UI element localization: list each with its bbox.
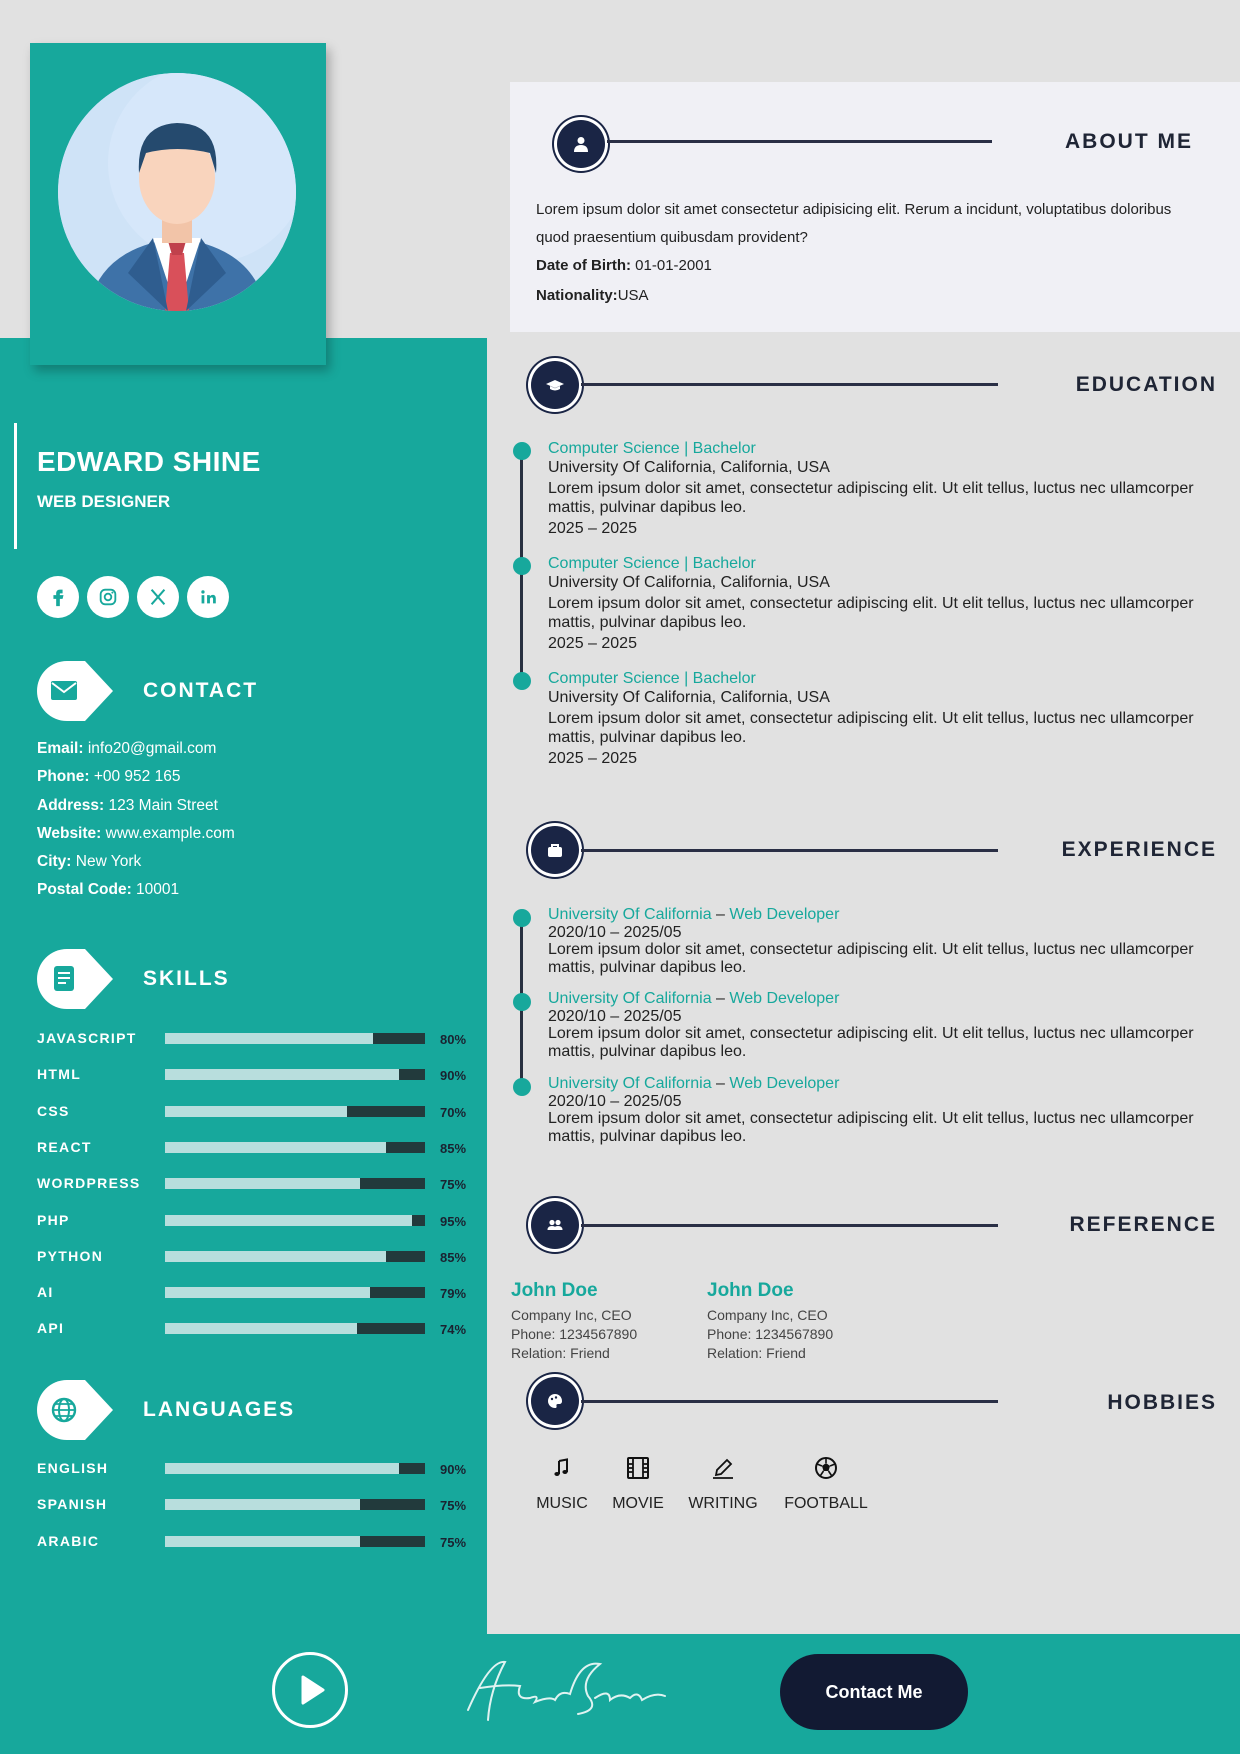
facebook-icon [47, 586, 69, 608]
linkedin-link[interactable] [187, 576, 229, 618]
contact-phone: Phone: +00 952 165 [37, 768, 181, 785]
about-divider [607, 140, 992, 143]
film-icon [625, 1455, 651, 1481]
skill-percent: 79% [440, 1286, 467, 1302]
skills-heading-badge [37, 949, 113, 1009]
language-bar [165, 1499, 425, 1510]
profile-photo-frame [30, 43, 326, 365]
experience-entry [548, 990, 1208, 1060]
education-description: Lorem ipsum dolor sit amet, consectetur adipiscing elit. Ut elit tellus, luctus nec ullamcorper mattis, pulvinar dapibus leo. [548, 710, 1194, 746]
timeline-dot [513, 672, 531, 690]
timeline-dot [513, 909, 531, 927]
date-of-birth: Date of Birth: 01-01-2001 [536, 257, 712, 274]
contact-me-button[interactable]: Contact Me [780, 1654, 968, 1730]
contact-postal-code: Postal Code: 10001 [37, 881, 180, 898]
education-degree: Computer Science | Bachelor [548, 440, 756, 457]
reference-company: Company Inc, CEO [707, 1307, 828, 1323]
skill-percent: 85% [440, 1249, 467, 1265]
skill-bar-fill [165, 1142, 386, 1153]
contact-heading-badge [37, 661, 113, 721]
x-icon [147, 586, 169, 608]
experience-description: Lorem ipsum dolor sit amet, consectetur adipiscing elit. Ut elit tellus, luctus nec ullamcorper mattis, pulvinar dapibus leo. [548, 941, 1194, 976]
education-degree: Computer Science | Bachelor [548, 555, 756, 572]
skill-bar-fill [165, 1178, 360, 1189]
experience-separator: – [711, 906, 730, 923]
instagram-link[interactable] [87, 576, 129, 618]
skill-percent: 70% [440, 1104, 467, 1120]
reference-name: John Doe [511, 1280, 598, 1301]
pen-icon [710, 1455, 736, 1481]
hobbies-heading: HOBBIES [1107, 1391, 1217, 1414]
skill-percent: 95% [440, 1213, 467, 1229]
graduation-cap-icon [545, 375, 565, 395]
education-description: Lorem ipsum dolor sit amet, consectetur adipiscing elit. Ut elit tellus, luctus nec ullamcorper mattis, pulvinar dapibus leo. [548, 480, 1194, 516]
envelope-icon [37, 661, 113, 721]
language-percent: 90% [440, 1462, 467, 1477]
skill-bar [165, 1106, 425, 1117]
skill-bar [165, 1069, 425, 1080]
contact-city: City: New York [37, 853, 142, 870]
nationality: Nationality:USA [536, 287, 649, 304]
education-years: 2025 – 2025 [548, 635, 637, 652]
hobby-label: MUSIC [536, 1495, 588, 1512]
people-icon [545, 1215, 565, 1235]
timeline-dot [513, 993, 531, 1011]
skill-label: PHP [37, 1211, 70, 1228]
person-name: EDWARD SHINE [37, 446, 261, 477]
signature [460, 1650, 670, 1730]
language-bar [165, 1536, 425, 1547]
language-bar [165, 1463, 425, 1474]
reference-card-1 [511, 1280, 637, 1363]
skill-bar-fill [165, 1069, 399, 1080]
play-icon [275, 1655, 345, 1725]
experience-role: Web Developer [729, 1075, 840, 1092]
experience-company: University Of California [548, 906, 712, 923]
language-percent: 75% [440, 1534, 467, 1550]
skill-bar-fill [165, 1323, 357, 1334]
skill-label: HTML [37, 1066, 82, 1083]
language-bar-fill [165, 1463, 399, 1474]
education-school: University Of California, California, USA [548, 459, 830, 476]
experience-icon-badge [531, 826, 579, 874]
skill-bar [165, 1178, 425, 1189]
skill-bar [165, 1323, 425, 1334]
timeline-dot [513, 442, 531, 460]
experience-entry [548, 1075, 1208, 1145]
palette-icon [545, 1391, 565, 1411]
reference-divider [581, 1224, 998, 1227]
skill-bar [165, 1142, 425, 1153]
education-school: University Of California, California, USA [548, 689, 830, 706]
experience-dates: 2020/10 – 2025/05 [548, 1092, 682, 1110]
timeline-dot [513, 557, 531, 575]
education-divider [581, 383, 998, 386]
skill-label: CSS [37, 1102, 70, 1119]
education-description: Lorem ipsum dolor sit amet, consectetur adipiscing elit. Ut elit tellus, luctus nec ullamcorper mattis, pulvinar dapibus leo. [548, 595, 1194, 631]
globe-icon [37, 1380, 113, 1440]
person-title: WEB DESIGNER [37, 492, 171, 511]
hobby-label: FOOTBALL [784, 1495, 868, 1512]
reference-relation: Relation: Friend [511, 1345, 610, 1361]
skill-label: API [37, 1320, 65, 1337]
reference-card-2 [707, 1280, 833, 1363]
experience-company: University Of California [548, 1075, 712, 1092]
language-label: ARABIC [37, 1532, 100, 1549]
skill-bar [165, 1251, 425, 1262]
facebook-link[interactable] [37, 576, 79, 618]
name-block [14, 423, 261, 549]
skill-percent: 80% [440, 1032, 467, 1047]
experience-description: Lorem ipsum dolor sit amet, consectetur adipiscing elit. Ut elit tellus, luctus nec ullamcorper mattis, pulvinar dapibus leo. [548, 1110, 1194, 1145]
reference-heading: REFERENCE [1069, 1213, 1217, 1236]
language-percent: 75% [440, 1498, 467, 1514]
timeline-dot [513, 1078, 531, 1096]
about-heading: ABOUT ME [1065, 130, 1193, 153]
skill-percent: 85% [440, 1140, 467, 1156]
contact-heading: CONTACT [143, 679, 259, 702]
x-link[interactable] [137, 576, 179, 618]
briefcase-icon [545, 840, 565, 860]
skill-percent: 74% [440, 1322, 467, 1338]
language-bar-fill [165, 1536, 360, 1547]
hobbies-icon-badge [531, 1377, 579, 1425]
instagram-icon [97, 586, 119, 608]
skill-percent: 90% [440, 1068, 467, 1084]
experience-separator: – [711, 990, 730, 1007]
education-years: 2025 – 2025 [548, 750, 637, 767]
education-heading: EDUCATION [1075, 373, 1217, 396]
reference-company: Company Inc, CEO [511, 1307, 632, 1323]
hobby-label: WRITING [688, 1495, 758, 1512]
experience-dates: 2020/10 – 2025/05 [548, 1007, 682, 1025]
reference-phone: Phone: 1234567890 [511, 1326, 638, 1342]
hobbies-divider [581, 1400, 998, 1403]
contact-address: Address: 123 Main Street [37, 797, 218, 814]
linkedin-icon [197, 586, 219, 608]
education-entry [548, 439, 1208, 538]
experience-title [548, 1075, 1208, 1093]
experience-title [548, 906, 1208, 924]
reference-relation: Relation: Friend [707, 1345, 806, 1361]
experience-description: Lorem ipsum dolor sit amet, consectetur adipiscing elit. Ut elit tellus, luctus nec ullamcorper mattis, pulvinar dapibus leo. [548, 1025, 1194, 1060]
experience-role: Web Developer [729, 906, 840, 923]
education-icon-badge [531, 361, 579, 409]
skill-label: REACT [37, 1138, 92, 1155]
language-label: ENGLISH [37, 1460, 109, 1476]
experience-role: Web Developer [729, 990, 840, 1007]
skill-bar [165, 1287, 425, 1298]
language-label: SPANISH [37, 1496, 108, 1513]
avatar [58, 73, 296, 311]
experience-company: University Of California [548, 990, 712, 1007]
reference-phone: Phone: 1234567890 [707, 1326, 834, 1342]
experience-entry [548, 906, 1208, 976]
education-degree: Computer Science | Bachelor [548, 670, 756, 687]
about-text [536, 196, 1196, 310]
document-icon [37, 949, 113, 1009]
contact-website: Website: www.example.com [37, 825, 235, 842]
skill-bar [165, 1033, 425, 1044]
skill-bar-fill [165, 1033, 373, 1044]
languages-heading-badge [37, 1380, 113, 1440]
experience-title [548, 990, 1208, 1008]
hobby-writing [668, 1455, 778, 1513]
skill-bar [165, 1215, 425, 1226]
skill-bar-fill [165, 1106, 347, 1117]
user-icon [571, 134, 591, 154]
about-paragraph: Lorem ipsum dolor sit amet consectetur adipisicing elit. Rerum a incidunt, voluptatibus doloribus quod praesentium quibusdam provident? [536, 201, 1172, 246]
skill-bar-fill [165, 1215, 412, 1226]
music-note-icon [549, 1455, 575, 1481]
skill-bar-fill [165, 1251, 386, 1262]
education-school: University Of California, California, USA [548, 574, 830, 591]
hobby-football [771, 1455, 881, 1513]
experience-heading: EXPERIENCE [1061, 838, 1217, 861]
reference-name: John Doe [707, 1280, 794, 1301]
education-entry [548, 669, 1208, 768]
contact-email: Email: info20@gmail.com [37, 740, 217, 757]
education-entry [548, 554, 1208, 653]
experience-dates: 2020/10 – 2025/05 [548, 923, 682, 941]
football-icon [813, 1455, 839, 1481]
experience-divider [581, 849, 998, 852]
language-bar-fill [165, 1499, 360, 1510]
languages-heading: LANGUAGES [143, 1398, 296, 1421]
skill-label: AI [37, 1284, 54, 1301]
skill-label: WORDPRESS [37, 1175, 141, 1192]
skills-heading: SKILLS [143, 967, 230, 990]
skill-bar-fill [165, 1287, 370, 1298]
reference-icon-badge [531, 1201, 579, 1249]
education-years: 2025 – 2025 [548, 520, 637, 537]
skill-label: PYTHON [37, 1247, 104, 1264]
experience-separator: – [711, 1075, 730, 1092]
skill-label: JAVASCRIPT [37, 1030, 137, 1046]
skill-percent: 75% [440, 1177, 467, 1193]
play-button[interactable] [272, 1652, 348, 1728]
hobby-label: MOVIE [612, 1495, 664, 1512]
about-icon-badge [557, 120, 605, 168]
person-avatar-icon [58, 73, 296, 311]
